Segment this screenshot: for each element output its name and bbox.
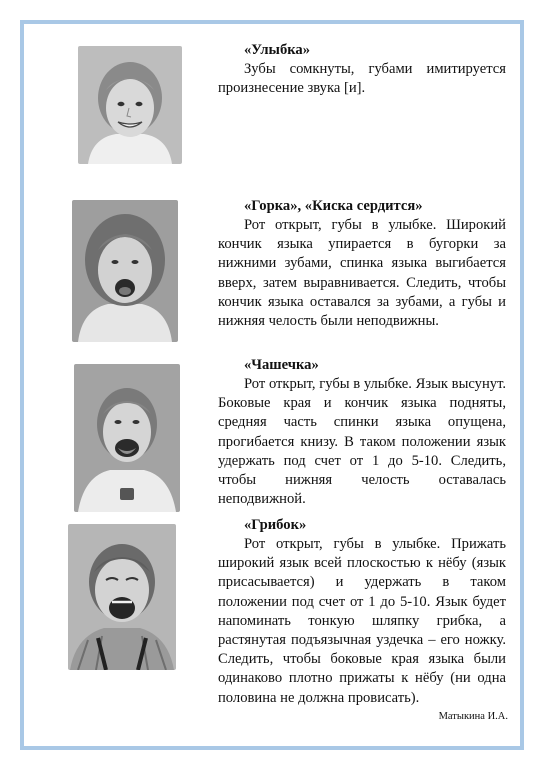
exercise-text: Зубы сомкнуты, губами имитируется произнесение звука [и]. [218,61,506,97]
exercise-text: Рот открыт, губы в улыбке. Прижать широкий язык всей плоскостью к нёбу (язык присасывается) и удержать в таком положении под счет от 1 до 5-10. Язык будет напоминать тонкую шляпку грибка, а растянутая подъязычная уздечка – его ножку. Следить, чтобы боковые края языка были одинаково плотно прижаты к нёбу (ни одна половина не должна провисать). [218,536,506,706]
exercise-smile [218,42,506,98]
exercise-text: Рот открыт, губы в улыбке. Широкий кончик языка упирается в бугорки за нижними зубами, спинка языка выгибается вверх, затем выравнивается. Следить, чтобы кончик языка оставался за зубами, а губы и нижняя челость были неподвижны. [218,217,506,330]
exercise-text: Рот открыт, губы в улыбке. Язык высунут. Боковые края и кончик языка подняты, средняя часть спинки языка опущена, прогибается книзу. В таком положении язык удержать под счет от 1 до 5-10. Следить, чтобы нижняя челость оставалась неподвижной. [218,376,506,508]
exercise-title: «Горка», «Киска сердится» [244,198,423,214]
photo-gribok [68,524,176,670]
exercise-chashechka [218,357,506,509]
photo-smile [78,46,182,164]
exercise-gorka [218,198,506,331]
photo-chashechka [74,364,180,512]
exercise-title: «Грибок» [244,517,307,533]
photo-gorka [72,200,178,342]
exercise-title: «Чашечка» [244,357,319,373]
exercise-gribok [218,517,506,708]
author-credit: Матыкина И.А. [438,711,508,722]
exercise-title: «Улыбка» [244,42,311,58]
